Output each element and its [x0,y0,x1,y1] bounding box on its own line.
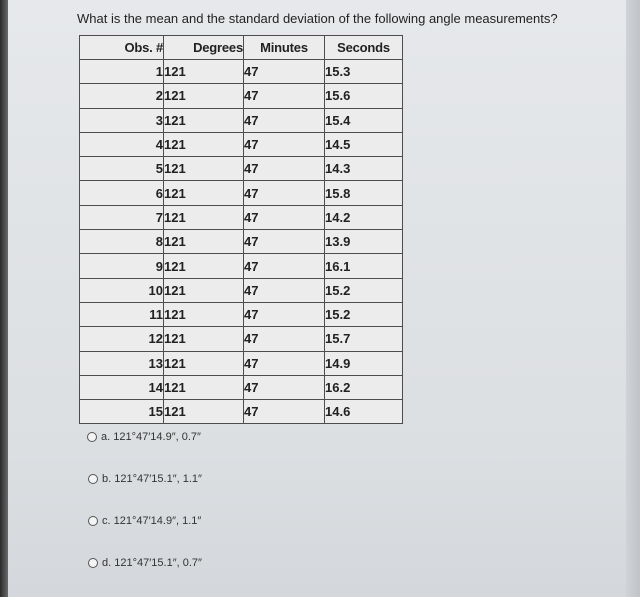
obs-number-cell: 10 [80,278,164,302]
table-row [80,327,403,351]
degrees-cell: 121 [164,375,244,399]
minutes-cell: 47 [244,84,325,108]
table-row [80,84,403,108]
answer-option-label: d. 121°47′15.1″, 0.7″ [102,557,202,569]
minutes-cell: 47 [244,400,325,424]
angle-measurements-table [79,35,403,424]
seconds-cell: 15.7 [325,327,403,351]
minutes-cell: 47 [244,205,325,229]
degrees-cell: 121 [164,327,244,351]
minutes-cell: 47 [244,181,325,205]
header-degrees: Degrees [164,36,244,60]
obs-number-cell: 12 [80,327,164,351]
degrees-cell: 121 [164,302,244,326]
obs-number-cell: 2 [80,84,164,108]
seconds-cell: 15.4 [325,108,403,132]
seconds-cell: 16.2 [325,375,403,399]
obs-number-cell: 13 [80,351,164,375]
obs-number-cell: 8 [80,230,164,254]
answer-option-d[interactable] [88,557,202,569]
table-row [80,181,403,205]
seconds-cell: 16.1 [325,254,403,278]
degrees-cell: 121 [164,400,244,424]
table-row [80,254,403,278]
degrees-cell: 121 [164,254,244,278]
table-row [80,400,403,424]
obs-number-cell: 14 [80,375,164,399]
header-obs: Obs. # [80,36,164,60]
degrees-cell: 121 [164,60,244,84]
photo-frame-edge [0,0,8,597]
table-row [80,132,403,156]
seconds-cell: 15.8 [325,181,403,205]
radio-button-b[interactable] [88,474,98,484]
seconds-cell: 14.6 [325,400,403,424]
answer-option-c[interactable] [88,515,201,527]
answer-option-label: b. 121°47′15.1″, 1.1″ [102,473,202,485]
minutes-cell: 47 [244,302,325,326]
obs-number-cell: 9 [80,254,164,278]
header-seconds: Seconds [325,36,403,60]
answer-option-b[interactable] [88,473,202,485]
question-text: What is the mean and the standard deviation of the following angle measurements? [77,11,558,26]
answer-option-label: c. 121°47′14.9″, 1.1″ [102,515,202,527]
seconds-cell: 15.6 [325,84,403,108]
minutes-cell: 47 [244,60,325,84]
table-body [80,60,403,424]
minutes-cell: 47 [244,254,325,278]
table-row [80,351,403,375]
degrees-cell: 121 [164,108,244,132]
degrees-cell: 121 [164,181,244,205]
minutes-cell: 47 [244,351,325,375]
degrees-cell: 121 [164,157,244,181]
minutes-cell: 47 [244,375,325,399]
seconds-cell: 13.9 [325,230,403,254]
minutes-cell: 47 [244,108,325,132]
minutes-cell: 47 [244,157,325,181]
minutes-cell: 47 [244,327,325,351]
table-row [80,302,403,326]
table-row [80,205,403,229]
table-row [80,375,403,399]
radio-button-a[interactable] [87,432,97,442]
seconds-cell: 14.5 [325,132,403,156]
obs-number-cell: 15 [80,400,164,424]
seconds-cell: 15.2 [325,278,403,302]
answer-option-a[interactable] [87,431,201,443]
obs-number-cell: 7 [80,205,164,229]
table-row [80,230,403,254]
table-row [80,108,403,132]
degrees-cell: 121 [164,84,244,108]
obs-number-cell: 6 [80,181,164,205]
obs-number-cell: 11 [80,302,164,326]
seconds-cell: 14.9 [325,351,403,375]
table-header-row [80,36,403,60]
minutes-cell: 47 [244,278,325,302]
degrees-cell: 121 [164,278,244,302]
degrees-cell: 121 [164,205,244,229]
seconds-cell: 15.2 [325,302,403,326]
radio-button-c[interactable] [88,516,98,526]
obs-number-cell: 4 [80,132,164,156]
degrees-cell: 121 [164,230,244,254]
minutes-cell: 47 [244,132,325,156]
table-row [80,278,403,302]
obs-number-cell: 1 [80,60,164,84]
photo-frame-edge-right [626,0,640,597]
table-row [80,60,403,84]
seconds-cell: 14.2 [325,205,403,229]
radio-button-d[interactable] [88,558,98,568]
seconds-cell: 15.3 [325,60,403,84]
degrees-cell: 121 [164,132,244,156]
minutes-cell: 47 [244,230,325,254]
header-minutes: Minutes [244,36,325,60]
obs-number-cell: 3 [80,108,164,132]
seconds-cell: 14.3 [325,157,403,181]
table-row [80,157,403,181]
degrees-cell: 121 [164,351,244,375]
obs-number-cell: 5 [80,157,164,181]
answer-option-label: a. 121°47′14.9″, 0.7″ [101,431,201,443]
